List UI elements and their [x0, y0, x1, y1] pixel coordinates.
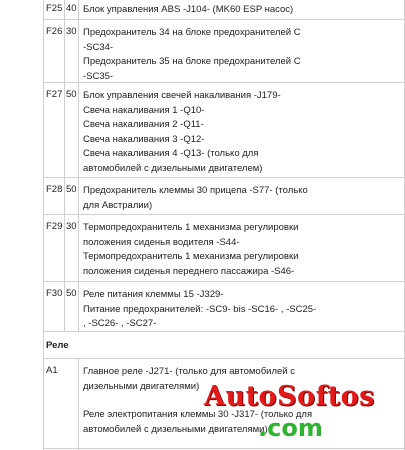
fuse-amperage: 40	[65, 0, 79, 19]
description-line: Главное реле -J271- (только для автомобилей с	[83, 366, 295, 377]
fuse-number: F25	[44, 0, 65, 19]
watermark-text: AutoSoftos	[204, 381, 375, 412]
fuse-description	[79, 282, 405, 331]
fuse-amperage: 50	[65, 178, 79, 214]
fuse-amperage: 50	[65, 83, 79, 177]
description-line: Термопредохранитель 1 механизма регулировки	[83, 251, 299, 263]
section-heading-relays: Реле	[44, 332, 405, 359]
table-row	[44, 282, 405, 332]
fuse-amperage: 30	[65, 20, 79, 82]
description-line: для Австралии)	[83, 199, 153, 211]
description-line: Свеча накаливания 2 -Q11-	[83, 119, 204, 131]
table-row	[44, 215, 405, 282]
description-line: автомобилей с дизельными двигателем)	[83, 162, 263, 174]
description-line: Свеча накаливания 3 -Q12-	[83, 133, 205, 145]
fuse-description	[79, 178, 405, 214]
description-line: положения сиденья водителя -S44-	[83, 236, 240, 248]
fuse-number: F29	[44, 215, 65, 281]
description-line: , -SC26- , -SC27-	[83, 318, 157, 330]
fuse-description	[79, 83, 405, 177]
table-row	[44, 0, 405, 20]
relay-description	[79, 359, 405, 448]
fuse-description	[79, 20, 405, 82]
description-line: Реле электропитания клеммы 30 -J317- (только для	[83, 409, 313, 421]
table-row	[44, 359, 405, 449]
table-row	[44, 20, 405, 83]
description-line: автомобилей с дизельными двигателями)	[83, 423, 268, 435]
description-line: Свеча накаливания 4 -Q13- (только для	[83, 148, 259, 160]
description-line: Реле питания клеммы 15 -J329-	[83, 289, 224, 300]
fuse-description	[79, 0, 405, 19]
table-row	[44, 178, 405, 215]
description-line: Блок управления свечей накаливания -J179-	[83, 90, 281, 101]
description-line: Предохранитель 34 на блоке предохранителей C	[83, 27, 301, 38]
fuse-number: F26	[44, 20, 65, 82]
description-line: дизельными двигателями)	[83, 380, 200, 392]
description-line: -SC35-	[83, 70, 114, 82]
fuse-number: F28	[44, 178, 65, 214]
description-line: -SC34-	[83, 41, 114, 53]
description-line: Питание предохранителей: -SC9- bis -SC16- , -SC25-	[83, 303, 317, 315]
description-line: Блок управления ABS -J104- (MK60 ESP насос)	[83, 4, 294, 15]
fuse-description	[79, 215, 405, 281]
description-line: положения сиденья переднего пассажира -S46-	[83, 265, 295, 277]
fuse-number: F30	[44, 282, 65, 331]
table-row	[44, 83, 405, 178]
fuse-amperage: 50	[65, 282, 79, 331]
relay-number: A1	[44, 359, 79, 448]
fuse-number: F27	[44, 83, 65, 177]
fuse-table	[43, 0, 405, 450]
description-line: Предохранитель 35 на блоке предохранителей C	[83, 56, 301, 68]
fuse-amperage: 30	[65, 215, 79, 281]
description-line: Термопредохранитель 1 механизма регулировки	[83, 222, 299, 233]
description-line: Свеча накаливания 1 -Q10-	[83, 104, 205, 116]
watermark-domain: .com	[258, 414, 323, 442]
description-line: Предохранитель клеммы 30 прицепа -S77- (только	[83, 185, 308, 196]
